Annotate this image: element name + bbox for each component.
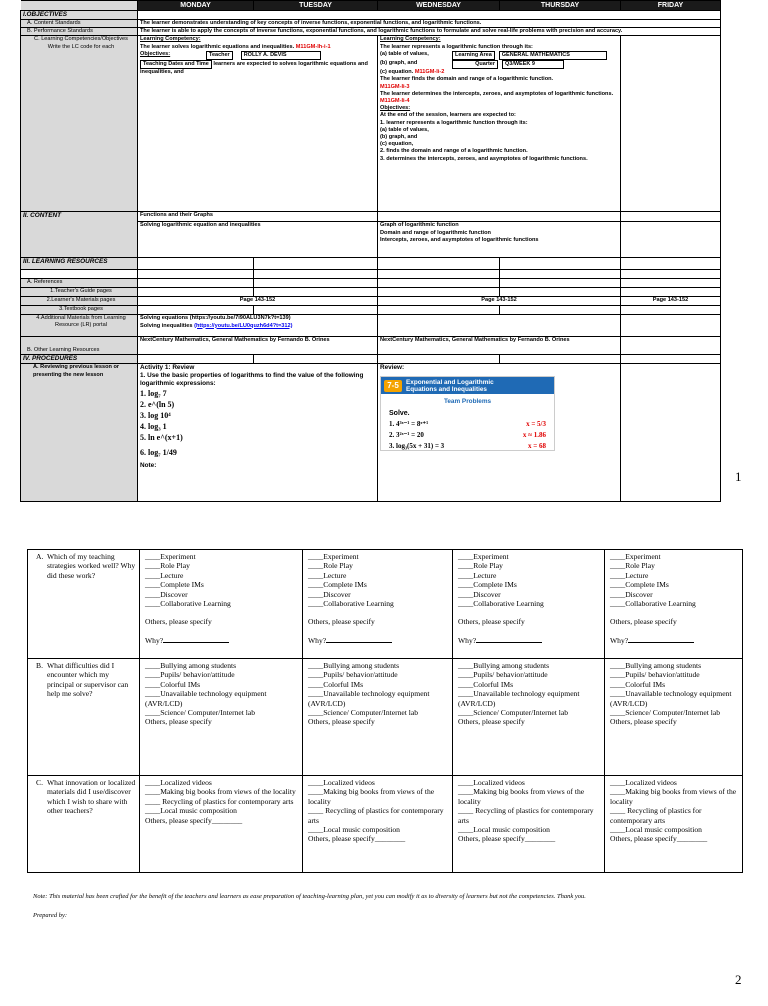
objectives-label: I.OBJECTIVES	[21, 11, 138, 20]
others-specify: Others, please specify	[458, 617, 525, 627]
innovation-music: ____Local music composition	[308, 825, 400, 835]
others-specify: Others, please specify________	[458, 834, 556, 844]
strategy-discover: ____Discover	[145, 589, 188, 599]
content-wed-cell	[378, 222, 621, 258]
expr-5: 5. ln e^(x+1)	[140, 433, 183, 443]
content-wed-line3: Intercepts, zeroes, and asymptotes of logarithmic functions	[380, 236, 539, 243]
row-a-col-2	[303, 550, 453, 659]
innovation-music: ____Local music composition	[145, 806, 237, 816]
content-mon-line1: Functions and their Graphs	[138, 212, 378, 222]
daily-lesson-log-table	[20, 0, 721, 502]
innovation-recycling: ____ Recycling of plastics for contemporary arts	[145, 796, 294, 806]
strategy-experiment: ____Experiment	[610, 552, 661, 561]
strategy-collaborative: ____Collaborative Learning	[610, 599, 696, 609]
content-fri-empty	[621, 212, 721, 222]
lc-wed-title: Learning Competency:	[380, 36, 441, 43]
difficulty-colorful-ims: ____Colorful IMs	[458, 679, 514, 689]
difficulty-colorful-ims: ____Colorful IMs	[308, 679, 364, 689]
question-c-text: What innovation or localized materials did I use/discover which I wish to share with other teachers?	[47, 778, 136, 816]
innovation-big-books: ____Making big books from views of the locality	[458, 787, 585, 806]
objectives-empty	[138, 11, 721, 20]
why-blank-line[interactable]	[476, 636, 542, 643]
innovation-videos: ____Localized videos	[458, 778, 525, 787]
others-specify: Others, please specify	[308, 717, 375, 727]
problem-1-question: 1. 4³ˣ⁻¹ = 8ˣ⁺¹	[389, 419, 429, 428]
innovation-recycling: ____ Recycling of plastics for contemporary arts	[610, 806, 702, 825]
review-wed-label: Review:	[380, 364, 405, 372]
learners-materials-label: 2.Learner's Materials pages	[21, 297, 138, 306]
additional-materials-label: 4.Additional Materials from Learning Resource (LR) portal	[21, 315, 138, 337]
row-b-col-3	[453, 659, 605, 776]
difficulty-bullying: ____Bullying among students	[145, 661, 237, 670]
difficulty-behavior: ____Pupils/ behavior/attitude	[458, 670, 548, 680]
problem-3-answer: x = 68	[528, 442, 546, 451]
others-specify: Others, please specify	[308, 617, 375, 627]
reflection-row-c	[28, 776, 743, 873]
content-standards-text: The learner demonstrates understanding of key concepts of inverse functions, exponential functions, and logarithmic functions.	[138, 20, 721, 28]
difficulty-lab: ____Science/ Computer/Internet lab	[458, 708, 569, 718]
innovation-recycling: ____ Recycling of plastics for contemporary arts	[458, 806, 594, 825]
difficulty-colorful-ims: ____Colorful IMs	[610, 679, 666, 689]
lc-mon-objectives-label: Objectives:	[140, 50, 171, 57]
review-mon-note: Note:	[140, 462, 157, 470]
difficulty-behavior: ____Pupils/ behavior/attitude	[145, 670, 235, 680]
strategy-lecture: ____Lecture	[308, 570, 347, 580]
strategy-complete-ims: ____Complete IMs	[308, 580, 367, 590]
row-c-col-4	[605, 776, 743, 873]
quarter-value: Q3/WEEK 9	[502, 60, 564, 69]
reflection-row-a	[28, 550, 743, 659]
expr-2: 2. e^(ln 5)	[140, 400, 175, 410]
strategy-lecture: ____Lecture	[458, 570, 497, 580]
page-2	[27, 549, 742, 873]
row-c-col-3	[453, 776, 605, 873]
innovation-music: ____Local music composition	[610, 825, 702, 835]
innovation-big-books: ____Making big books from views of the locality	[145, 787, 296, 797]
lc-mon-title: Learning Competency:	[140, 36, 201, 43]
problem-2-answer: x ≈ 1.86	[522, 431, 546, 440]
lc-mon-code1: M11GM-Ih-i-1	[295, 43, 331, 50]
am-line2-link[interactable]: (https://youtu.be/LU0quzh6d4?t=312)	[194, 322, 293, 329]
team-subtitle: Team Problems	[443, 398, 492, 406]
lc-wednesday-cell	[378, 36, 621, 212]
lc-monday-cell	[138, 36, 378, 212]
reflection-row-b	[28, 659, 743, 776]
question-c-letter: C.	[36, 778, 43, 787]
am-line2-text: Solving inequalities	[140, 322, 195, 329]
others-specify: Others, please specify	[145, 617, 212, 627]
content-mon-line2: Solving logarithmic equation and inequalities	[138, 222, 378, 258]
lm-pages-friday: Page 143-152	[621, 297, 721, 306]
difficulty-technology: ____Unavailable technology equipment (AVR/LCD)	[145, 689, 267, 708]
problem-3-question: 3. log₃(5x + 31) = 3	[389, 442, 445, 451]
row-a-col-4	[605, 550, 743, 659]
day-header-monday: MONDAY	[138, 1, 254, 11]
difficulty-bullying: ____Bullying among students	[458, 661, 550, 670]
lc-wed-objectives-label: Objectives:	[380, 105, 411, 112]
content-wed-line2: Domain and range of logarithmic function	[380, 229, 491, 236]
strategy-discover: ____Discover	[308, 589, 351, 599]
corner-cell	[21, 1, 138, 11]
expr-6: 6. log₇ 1/49	[140, 448, 177, 458]
question-c	[28, 776, 140, 873]
why-blank-line[interactable]	[163, 636, 229, 643]
strategy-role-play: ____Role Play	[458, 561, 503, 571]
difficulty-technology: ____Unavailable technology equipment (AVR/LCD)	[458, 689, 580, 708]
difficulty-colorful-ims: ____Colorful IMs	[145, 679, 201, 689]
team-problems-image	[380, 376, 555, 451]
row-c-col-2	[303, 776, 453, 873]
day-header-wednesday: WEDNESDAY	[378, 1, 500, 11]
strategy-complete-ims: ____Complete IMs	[458, 580, 517, 590]
expr-4: 4. log₃ 1	[140, 422, 167, 432]
row-b-col-1	[140, 659, 303, 776]
additional-materials-cell	[138, 315, 378, 337]
day-header-friday: FRIDAY	[621, 1, 721, 11]
strategy-experiment: ____Experiment	[145, 552, 196, 561]
question-a	[28, 550, 140, 659]
review-wednesday-cell	[378, 364, 621, 502]
lc-wed-line2: The learner finds the domain and range of a logarithmic function.	[380, 76, 554, 83]
lesson-number-badge: 7-5	[384, 380, 402, 392]
difficulty-bullying: ____Bullying among students	[308, 661, 400, 670]
textbook-label: 3.Textbook pages	[21, 306, 138, 315]
strategy-lecture: ____Lecture	[145, 570, 184, 580]
difficulty-bullying: ____Bullying among students	[610, 661, 702, 670]
learning-competencies-label: C. Learning Competencies/Objectives Write the LC code for each	[21, 36, 138, 212]
lc-wed-obj1c: (c) equation,	[380, 141, 414, 148]
teaching-dates-label: Teaching Dates and Time	[140, 60, 212, 69]
why-label: Why?	[610, 635, 629, 645]
strategy-experiment: ____Experiment	[458, 552, 509, 561]
page-1	[20, 0, 720, 520]
strategy-complete-ims: ____Complete IMs	[610, 580, 669, 590]
problem-1	[389, 421, 546, 428]
others-specify: Others, please specify	[145, 717, 212, 727]
row-b-col-2	[303, 659, 453, 776]
difficulty-lab: ____Science/ Computer/Internet lab	[308, 708, 419, 718]
difficulty-technology: ____Unavailable technology equipment (AVR/LCD)	[308, 689, 430, 708]
others-specify: Others, please specify________	[308, 834, 406, 844]
row-a-col-1	[140, 550, 303, 659]
page-number-2: 2	[735, 972, 742, 987]
strategy-role-play: ____Role Play	[610, 561, 655, 571]
learning-resources-label: III. LEARNING RESOURCES	[21, 258, 138, 270]
content-standards-label: A. Content Standards	[21, 20, 138, 28]
strategy-discover: ____Discover	[458, 589, 501, 599]
performance-standards-label: B. Performance Standards	[21, 28, 138, 36]
performance-standards-text: The learner is able to apply the concepts of inverse functions, exponential functions, and logarithmic functions to formulate and solve real-life problems with precision and accuracy.	[138, 28, 721, 36]
strategy-role-play: ____Role Play	[145, 561, 190, 571]
others-specify: Others, please specify________	[610, 834, 708, 844]
expr-3: 3. log 10⁴	[140, 411, 171, 421]
innovation-videos: ____Localized videos	[308, 778, 375, 787]
lc-wed-code2: M11GM-Ii-3	[380, 83, 410, 90]
lc-wed-item-b: (b) graph, and	[380, 60, 418, 67]
lc-mon-line1: The learner solves logarithmic equations and inequalities.	[140, 43, 295, 50]
lc-wed-obj1: 1. learner represents a logarithmic function through its:	[380, 119, 528, 126]
strategy-collaborative: ____Collaborative Learning	[458, 599, 544, 609]
difficulty-technology: ____Unavailable technology equipment (AVR/LCD)	[610, 689, 732, 708]
teacher-name: ROLLY A. DEVIS	[241, 51, 321, 60]
page-number-1: 1	[735, 469, 742, 484]
question-b	[28, 659, 140, 776]
lc-wed-obj3: 3. determines the intercepts, zeroes, and asymptotes of logarithmic functions.	[380, 155, 588, 162]
day-header-thursday: THURSDAY	[500, 1, 621, 11]
row-c-col-1	[140, 776, 303, 873]
difficulty-behavior: ____Pupils/ behavior/attitude	[308, 670, 398, 680]
why-label: Why?	[308, 635, 327, 645]
team-title-1: Exponential and Logarithmic	[406, 378, 494, 386]
row-a-col-3	[453, 550, 605, 659]
other-resources-monday: NextCentury Mathematics, General Mathematics by Fernando B. Orines	[138, 337, 378, 355]
references-label: A. References	[21, 279, 138, 288]
difficulty-lab: ____Science/ Computer/Internet lab	[610, 708, 721, 718]
others-specify: Others, please specify	[458, 717, 525, 727]
review-label: A. Reviewing previous lesson or presenting the new lesson	[21, 364, 138, 502]
difficulty-lab: ____Science/ Computer/Internet lab	[145, 708, 256, 718]
innovation-videos: ____Localized videos	[610, 778, 677, 787]
innovation-recycling: ____ Recycling of plastics for contemporary arts	[308, 806, 444, 825]
content-wed-line1: Graph of logarithmic function	[380, 222, 459, 229]
why-blank-line[interactable]	[628, 636, 694, 643]
lc-wed-code3: M11GM-Ii-4	[380, 98, 410, 105]
team-title-2: Equations and Inequalities	[406, 385, 487, 393]
problem-3	[389, 443, 546, 450]
teachers-guide-label: 1.Teacher's Guide pages	[21, 288, 138, 297]
lc-friday-cell	[621, 36, 721, 212]
learning-area-label: Learning Area	[452, 51, 495, 60]
lc-wed-obj2: 2. finds the domain and range of a logarithmic function.	[380, 148, 528, 155]
procedures-label: IV. PROCEDURES	[21, 355, 138, 364]
team-header	[381, 377, 554, 394]
strategy-complete-ims: ____Complete IMs	[145, 580, 204, 590]
lc-wed-code-c: M11GM-Ii-2	[414, 69, 445, 76]
innovation-big-books: ____Making big books from views of the locality	[308, 787, 435, 806]
expr-1: 1. log₇ 7	[140, 389, 167, 399]
quarter-label: Quarter	[452, 60, 498, 69]
problem-1-answer: x = 5/3	[526, 419, 546, 428]
question-a-letter: A.	[36, 552, 44, 561]
content-label: II. CONTENT	[21, 212, 138, 258]
strategy-role-play: ____Role Play	[308, 561, 353, 571]
lc-wed-line1: The learner represents a logarithmic function through its:	[380, 43, 533, 50]
prepared-by: Prepared by:	[33, 912, 67, 919]
teacher-label: Teacher	[206, 51, 233, 60]
question-a-text: Which of my teaching strategies worked well? Why did these work?	[47, 552, 136, 580]
strategy-lecture: ____Lecture	[610, 570, 649, 580]
problem-2-question: 2. 3²ˣ⁻¹ = 20	[389, 431, 424, 440]
footer-note: Note: This material has been crafted for the benefit of the teachers and learners as ease preparation of teaching-learning plan, yet you can modify it as to diversity of learners but not the competencies. Thank you.	[33, 893, 586, 900]
why-label: Why?	[145, 635, 164, 645]
review-mon-instr: 1. Use the basic properties of logarithms to find the value of the following logarithmic expressions:	[140, 372, 364, 388]
content-wed-empty	[378, 212, 621, 222]
others-specify: Others, please specify	[610, 617, 677, 627]
lc-mon-line2: learners are expected to solves logarithmic equations and inequalities, and	[140, 61, 368, 76]
lc-wed-item-a: (a) table of values,	[380, 50, 429, 57]
innovation-big-books: ____Making big books from views of the locality	[610, 787, 737, 806]
lc-wed-obj1a: (a) table of values,	[380, 126, 429, 133]
lm-pages-monday: Page 143-152	[138, 297, 378, 306]
strategy-discover: ____Discover	[610, 589, 653, 599]
day-header-tuesday: TUESDAY	[254, 1, 378, 11]
content-fri-cell	[621, 222, 721, 258]
why-label: Why?	[458, 635, 477, 645]
innovation-music: ____Local music composition	[458, 825, 550, 835]
row-b-col-4	[605, 659, 743, 776]
others-specify: Others, please specify	[610, 717, 677, 727]
other-resources-label: B. Other Learning Resources	[21, 337, 138, 355]
other-resources-wednesday: NextCentury Mathematics, General Mathematics by Fernando B. Orines	[378, 337, 621, 355]
problem-2	[389, 432, 546, 439]
lc-wed-obj1b: (b) graph, and	[380, 134, 418, 141]
team-solve: Solve.	[389, 409, 410, 417]
lm-pages-wednesday: Page 143-152	[378, 297, 621, 306]
review-mon-title: Activity 1: Review	[140, 364, 195, 372]
strategy-experiment: ____Experiment	[308, 552, 359, 561]
others-specify: Others, please specify________	[145, 815, 243, 825]
why-blank-line[interactable]	[326, 636, 392, 643]
question-b-letter: B.	[36, 661, 43, 670]
lc-wed-item-c: (c) equation.	[380, 69, 414, 76]
lc-wed-line3: The learner determines the intercepts, zeroes, and asymptotes of logarithmic functions.	[380, 90, 614, 97]
strategy-collaborative: ____Collaborative Learning	[145, 599, 231, 609]
review-monday-cell	[138, 364, 378, 502]
strategy-collaborative: ____Collaborative Learning	[308, 599, 394, 609]
am-line1: Solving equations (https://youtu.be/7i90ALU3N7k?t=139)	[140, 315, 291, 322]
learning-area-value: GENERAL MATHEMATICS	[499, 51, 607, 60]
lc-wed-obj-intro: At the end of the session, learners are expected to:	[380, 112, 516, 119]
question-b-text: What difficulties did I encounter which my principal or supervisor can help me solve?	[47, 661, 129, 699]
innovation-videos: ____Localized videos	[145, 778, 212, 787]
reflection-table	[27, 549, 743, 873]
difficulty-behavior: ____Pupils/ behavior/attitude	[610, 670, 700, 680]
